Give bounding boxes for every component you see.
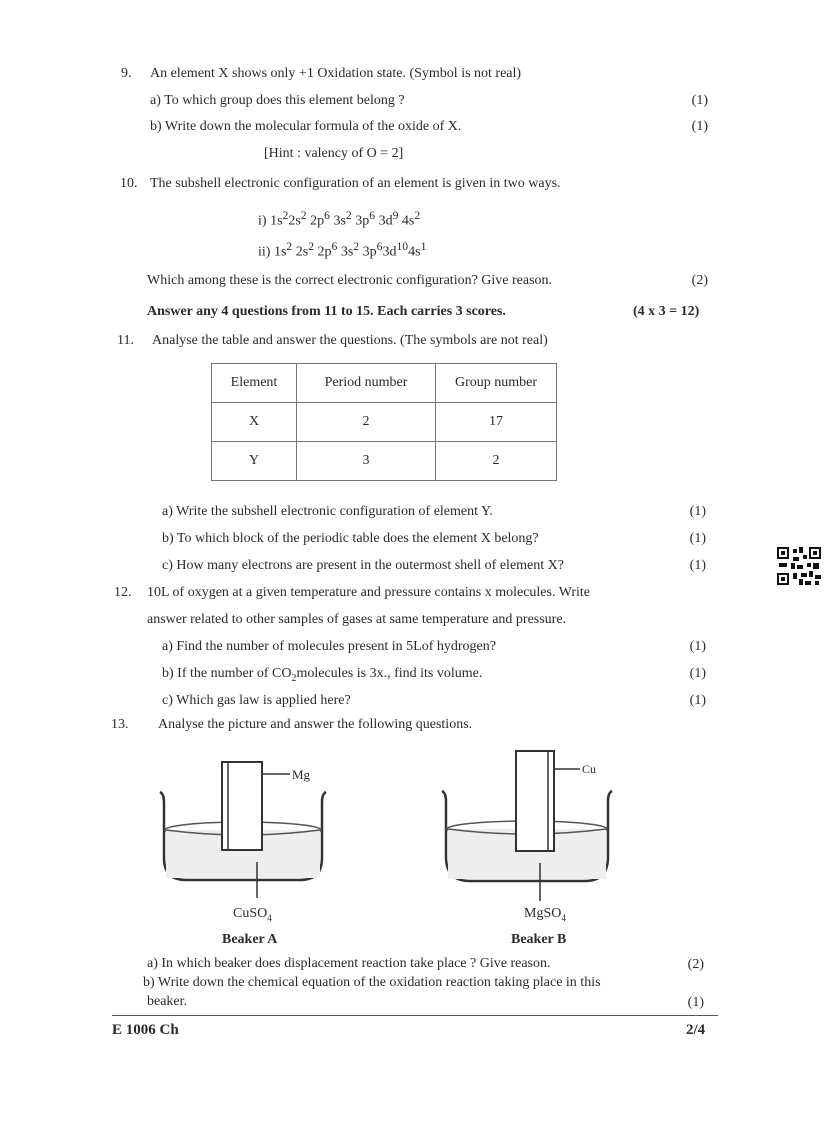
- beaker-a-solution: [233, 905, 272, 927]
- q12-number: 12.: [114, 585, 132, 600]
- table-header: Element: [212, 364, 297, 403]
- q12-b-prefix: b) If the number of CO: [162, 666, 292, 681]
- section-instruction: Answer any 4 questions from 11 to 15. Each carries 3 scores.: [147, 304, 506, 319]
- beaker-b-solution: [524, 905, 566, 927]
- q11-a-mark: (1): [689, 504, 706, 519]
- table-cell: 2: [436, 442, 557, 481]
- q10-config-ii-label: ii): [258, 244, 271, 260]
- section-score: (4 x 3 = 12): [633, 304, 700, 319]
- q11-text: Analyse the table and answer the questions. (The symbols are not real): [152, 333, 548, 348]
- q9-a-mark: (1): [691, 93, 708, 108]
- q13-part-b-line2: beaker.: [147, 994, 188, 1009]
- table-header: Period number: [297, 364, 436, 403]
- table-row: [212, 442, 557, 481]
- q12-b-mark: (1): [689, 666, 706, 681]
- footer-page-number: 2/4: [686, 1022, 706, 1038]
- table-row: [212, 403, 557, 442]
- q11-part-a: a) Write the subshell electronic configuration of element Y.: [162, 504, 493, 519]
- q11-part-c: c) How many electrons are present in the outermost shell of element X?: [162, 558, 564, 573]
- table-cell: 17: [436, 403, 557, 442]
- q12-b-subscript: 2: [291, 672, 297, 684]
- q11-c-mark: (1): [689, 558, 706, 573]
- q13-a-mark: (2): [687, 957, 704, 972]
- beaker-a-solution-text: CuSO: [233, 906, 268, 921]
- table-header: Group number: [436, 364, 557, 403]
- q12-a-mark: (1): [689, 639, 706, 654]
- q13-b-mark: (1): [687, 995, 704, 1010]
- q13-number: 13.: [111, 717, 129, 732]
- element-table: [211, 363, 557, 481]
- beaker-a-label: Beaker A: [222, 932, 278, 947]
- q9-b-mark: (1): [691, 119, 708, 134]
- qr-code-icon: [777, 547, 821, 585]
- q11-part-b: b) To which block of the periodic table does the element X belong?: [162, 531, 539, 546]
- q13-part-a: a) In which beaker does displacement reaction take place ? Give reason.: [147, 956, 551, 971]
- table-cell: 3: [297, 442, 436, 481]
- q12-part-b: [162, 665, 482, 688]
- table-cell: X: [212, 403, 297, 442]
- q9-hint: [Hint : valency of O = 2]: [264, 146, 404, 161]
- beaker-a-solution-subscript: 4: [267, 912, 272, 923]
- table-cell: Y: [212, 442, 297, 481]
- q10-config-i: i) $1s^22s^2$ $2p^6$ $3s^2$ $3p^6$ $3d^9$ $4s^2$: [258, 209, 421, 229]
- q10-mark: (2): [691, 273, 708, 288]
- q10-config-ii: ii) $1s^2$ $2s^2$ $2p^6$ $3s^2$ $3p^63d^{10}4s^1$: [258, 240, 427, 260]
- q12-part-a: a) Find the number of molecules present in 5Lof hydrogen?: [162, 639, 496, 654]
- q10-text: The subshell electronic configuration of an element is given in two ways.: [150, 176, 561, 191]
- footer-exam-code: E 1006 Ch: [112, 1022, 179, 1038]
- q11-b-mark: (1): [689, 531, 706, 546]
- q10-question: Which among these is the correct electronic configuration? Give reason.: [147, 273, 553, 288]
- footer-divider: [112, 1015, 718, 1016]
- beaker-b-solution-subscript: 4: [561, 912, 566, 923]
- q13-part-b-line1: b) Write down the chemical equation of the oxidation reaction taking place in this: [143, 975, 601, 990]
- q9-text: An element X shows only +1 Oxidation state. (Symbol is not real): [150, 66, 522, 81]
- q12-text-line1: 10L of oxygen at a given temperature and pressure contains x molecules. Write: [147, 585, 591, 600]
- q10-number: 10.: [120, 176, 138, 191]
- q12-part-c: c) Which gas law is applied here?: [162, 693, 351, 708]
- beaker-a-diagram: [150, 758, 340, 908]
- q12-b-suffix: molecules is 3x., find its volume.: [296, 666, 483, 681]
- beaker-b-solution-text: MgSO: [524, 906, 562, 921]
- beaker-b-label: Beaker B: [511, 932, 567, 947]
- q9-part-b: b) Write down the molecular formula of the oxide of X.: [150, 119, 462, 134]
- q13-text: Analyse the picture and answer the following questions.: [158, 717, 473, 732]
- q12-c-mark: (1): [689, 693, 706, 708]
- q9-number: 9.: [121, 66, 132, 81]
- q12-text-line2: answer related to other samples of gases at same temperature and pressure.: [147, 612, 567, 627]
- beaker-a-metal-label: Mg: [292, 767, 311, 782]
- beaker-b-metal-label: Cu: [582, 762, 597, 776]
- table-cell: 2: [297, 403, 436, 442]
- q9-part-a: a) To which group does this element belong ?: [150, 93, 405, 108]
- beaker-b-diagram: [430, 745, 630, 905]
- q11-number: 11.: [117, 333, 134, 348]
- q10-config-i-label: i): [258, 213, 267, 229]
